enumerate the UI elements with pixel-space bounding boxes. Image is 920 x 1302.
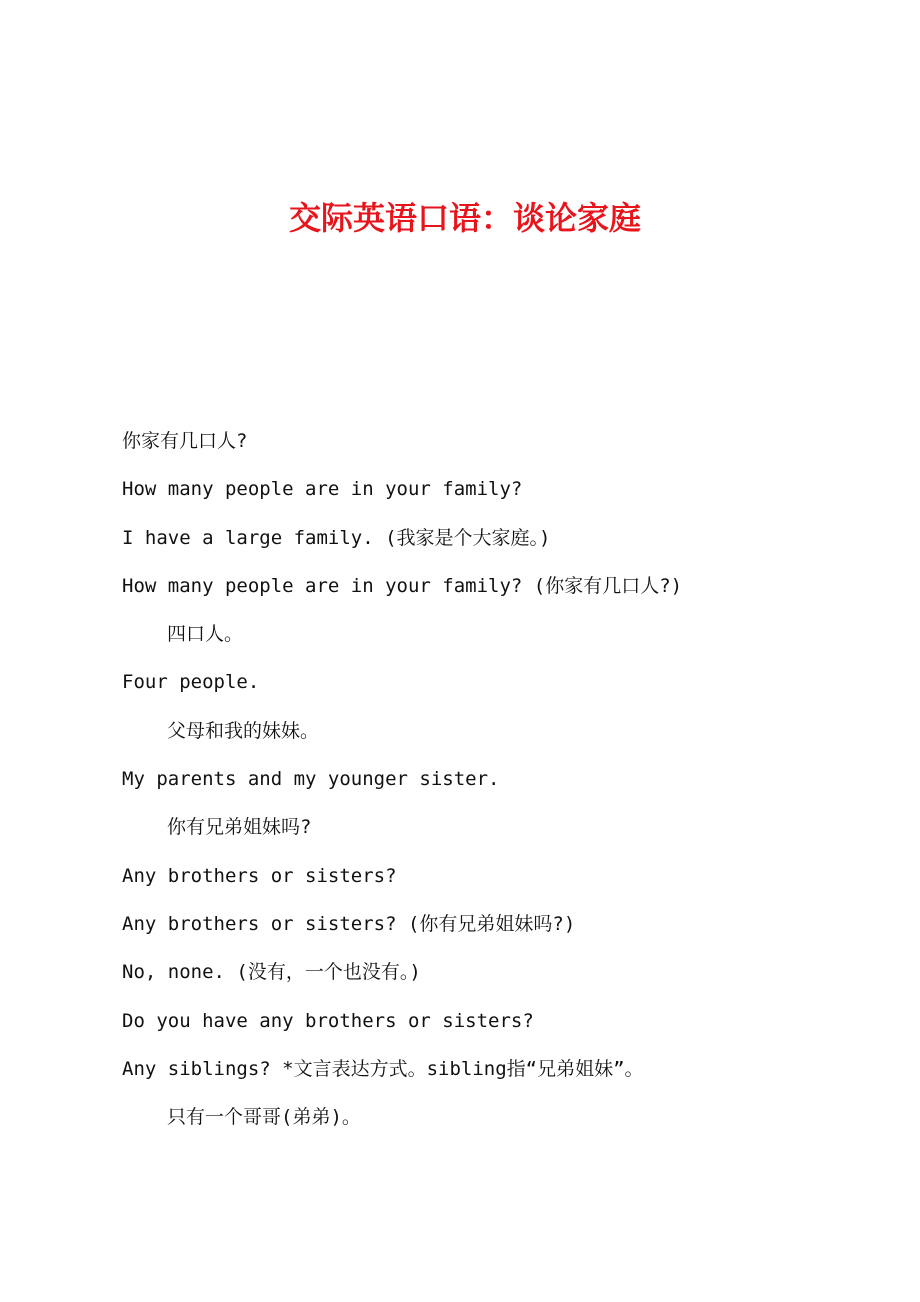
- text-line: Any brothers or sisters? (你有兄弟姐妹吗?): [122, 912, 576, 935]
- text-line-indented: 父母和我的妹妹。: [167, 719, 320, 742]
- document-body: [122, 424, 882, 1148]
- text-line-indented: 四口人。: [167, 623, 244, 646]
- text-line: How many people are in your family?: [122, 478, 523, 501]
- text-line: How many people are in your family? (你家有几口人?): [122, 574, 683, 597]
- text-line: My parents and my younger sister.: [122, 768, 500, 791]
- text-line-indented: 你有兄弟姐妹吗?: [167, 816, 312, 839]
- text-line: No, none. (没有，一个也没有。): [122, 961, 421, 984]
- text-line: Any brothers or sisters?: [122, 864, 397, 887]
- text-line: I have a large family. (我家是个大家庭。): [122, 526, 551, 549]
- text-line-indented: 只有一个哥哥(弟弟)。: [167, 1106, 361, 1129]
- text-line: Any siblings? *文言表达方式。sibling指“兄弟姐妹”。: [122, 1057, 644, 1080]
- text-line: 你家有几口人?: [122, 430, 248, 452]
- document-title: 交际英语口语：谈论家庭: [288, 199, 641, 237]
- text-line: Four people.: [122, 671, 260, 694]
- text-line: Do you have any brothers or sisters?: [122, 1009, 534, 1032]
